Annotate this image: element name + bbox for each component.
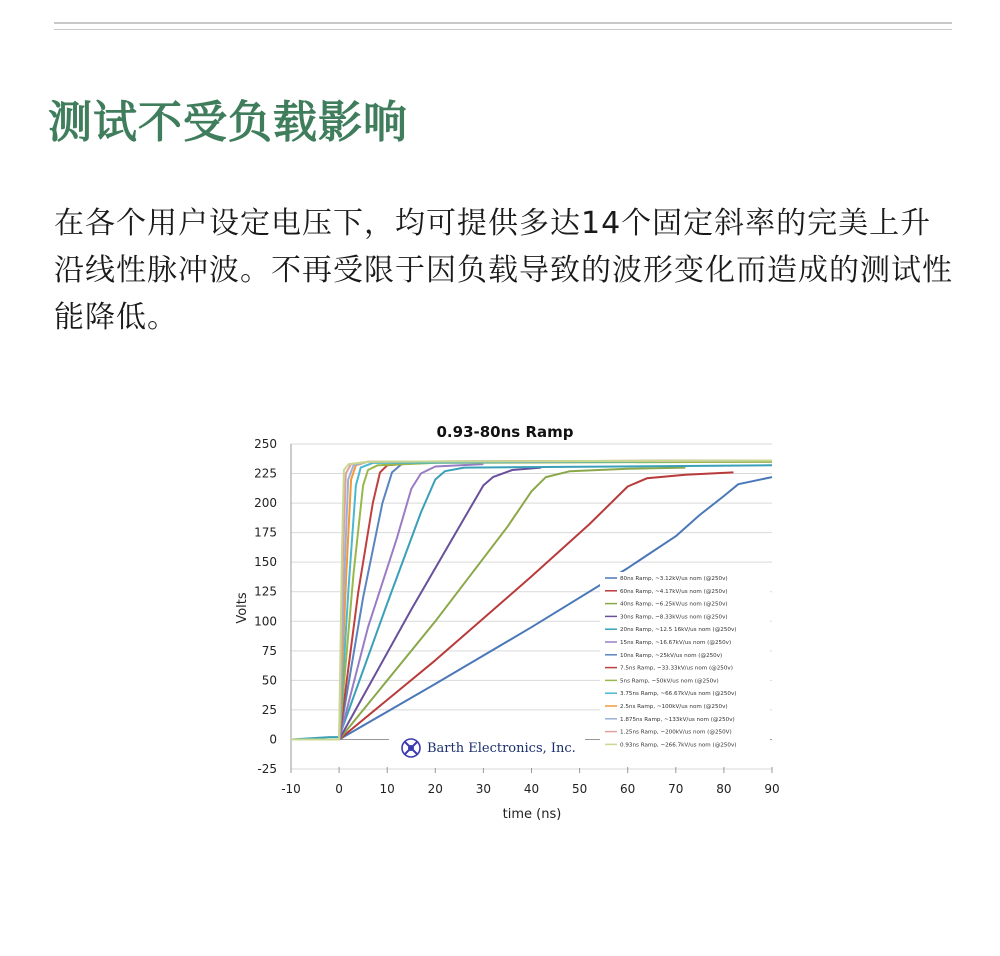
y-tick-label: 175 <box>254 525 277 540</box>
series-line <box>291 468 541 740</box>
y-tick-label: 75 <box>261 643 277 658</box>
y-tick-label: 25 <box>261 702 277 717</box>
x-tick-label: 80 <box>716 782 732 796</box>
legend-entry: 5ns Ramp, ~50kV/us nom (@250v) <box>620 678 719 685</box>
y-tick-label: 150 <box>254 555 277 570</box>
x-tick-label: -10 <box>281 782 301 796</box>
legend-entry: 20ns Ramp, ~12.5 16kV/us nom (@250v) <box>620 627 737 634</box>
top-divider-thin <box>54 29 952 30</box>
legend-entry: 80ns Ramp, ~3.12kV/us nom (@250v) <box>620 576 728 582</box>
legend-background <box>600 572 770 752</box>
y-tick-label: 50 <box>261 673 277 688</box>
x-tick-label: 10 <box>379 782 395 796</box>
legend-entry: 10ns Ramp, ~25kV/us nom (@250v) <box>620 652 723 659</box>
legend-entry: 15ns Ramp, ~16.67kV/us nom (@250v) <box>620 640 732 646</box>
legend-entry: 3.75ns Ramp, ~66.67kV/us nom (@250v) <box>620 691 737 698</box>
x-axis-label: time (ns) <box>502 807 562 822</box>
ramp-chart <box>222 408 792 828</box>
x-tick-label: 50 <box>571 782 588 796</box>
legend-entry: 2.5ns Ramp, ~100kV/us nom (@250v) <box>620 704 728 710</box>
y-tick-label: 225 <box>254 466 277 481</box>
legend-entry: 7.5ns Ramp, ~33.33kV/us nom (@250v) <box>620 665 733 672</box>
section-heading: 测试不受负载影响 <box>48 97 408 148</box>
x-tick-label: 60 <box>620 782 636 796</box>
chart-legend <box>600 572 770 752</box>
logo-text: Barth Electronics, Inc. <box>427 741 576 756</box>
x-tick-label: 40 <box>523 782 540 796</box>
description-paragraph: 在各个用户设定电压下，均可提供多达14个固定斜率的完美上升沿线性脉冲波。不再受限于因负载导致的波形变化而造成的测试性能降低。 <box>54 206 953 335</box>
x-tick-label: 0 <box>335 782 343 796</box>
y-axis-label: Volts <box>235 592 250 624</box>
y-tick-label: 250 <box>254 437 277 451</box>
x-tick-label: 70 <box>668 782 684 796</box>
y-tick-label: 125 <box>254 584 277 599</box>
barth-logo <box>389 726 585 768</box>
top-divider <box>54 22 952 24</box>
y-tick-label: 100 <box>254 614 277 629</box>
legend-entry: 60ns Ramp, ~4.17kV/us nom (@250v) <box>620 588 728 595</box>
ramp-chart-svg <box>222 408 792 828</box>
y-tick-label: -25 <box>257 762 277 776</box>
legend-entry: 1.25ns Ramp, ~200kV/us nom (@250V) <box>620 729 732 736</box>
legend-entry: 1.875ns Ramp, ~133kV/us nom (@250v) <box>620 716 735 723</box>
y-tick-label: 200 <box>254 496 277 511</box>
legend-entry: 30ns Ramp, ~8.33kV/us nom (@250v) <box>620 614 728 621</box>
x-tick-label: 30 <box>475 782 492 796</box>
legend-entry: 0.93ns Ramp, ~266.7kV/us nom (@250v) <box>620 742 737 749</box>
y-tick-label: 0 <box>269 732 277 747</box>
x-tick-label: 20 <box>427 782 443 796</box>
chart-title: 0.93-80ns Ramp <box>436 423 574 441</box>
legend-entry: 40ns Ramp, ~6.25kV/us nom (@250v) <box>620 601 728 608</box>
x-tick-label: 90 <box>764 782 780 796</box>
